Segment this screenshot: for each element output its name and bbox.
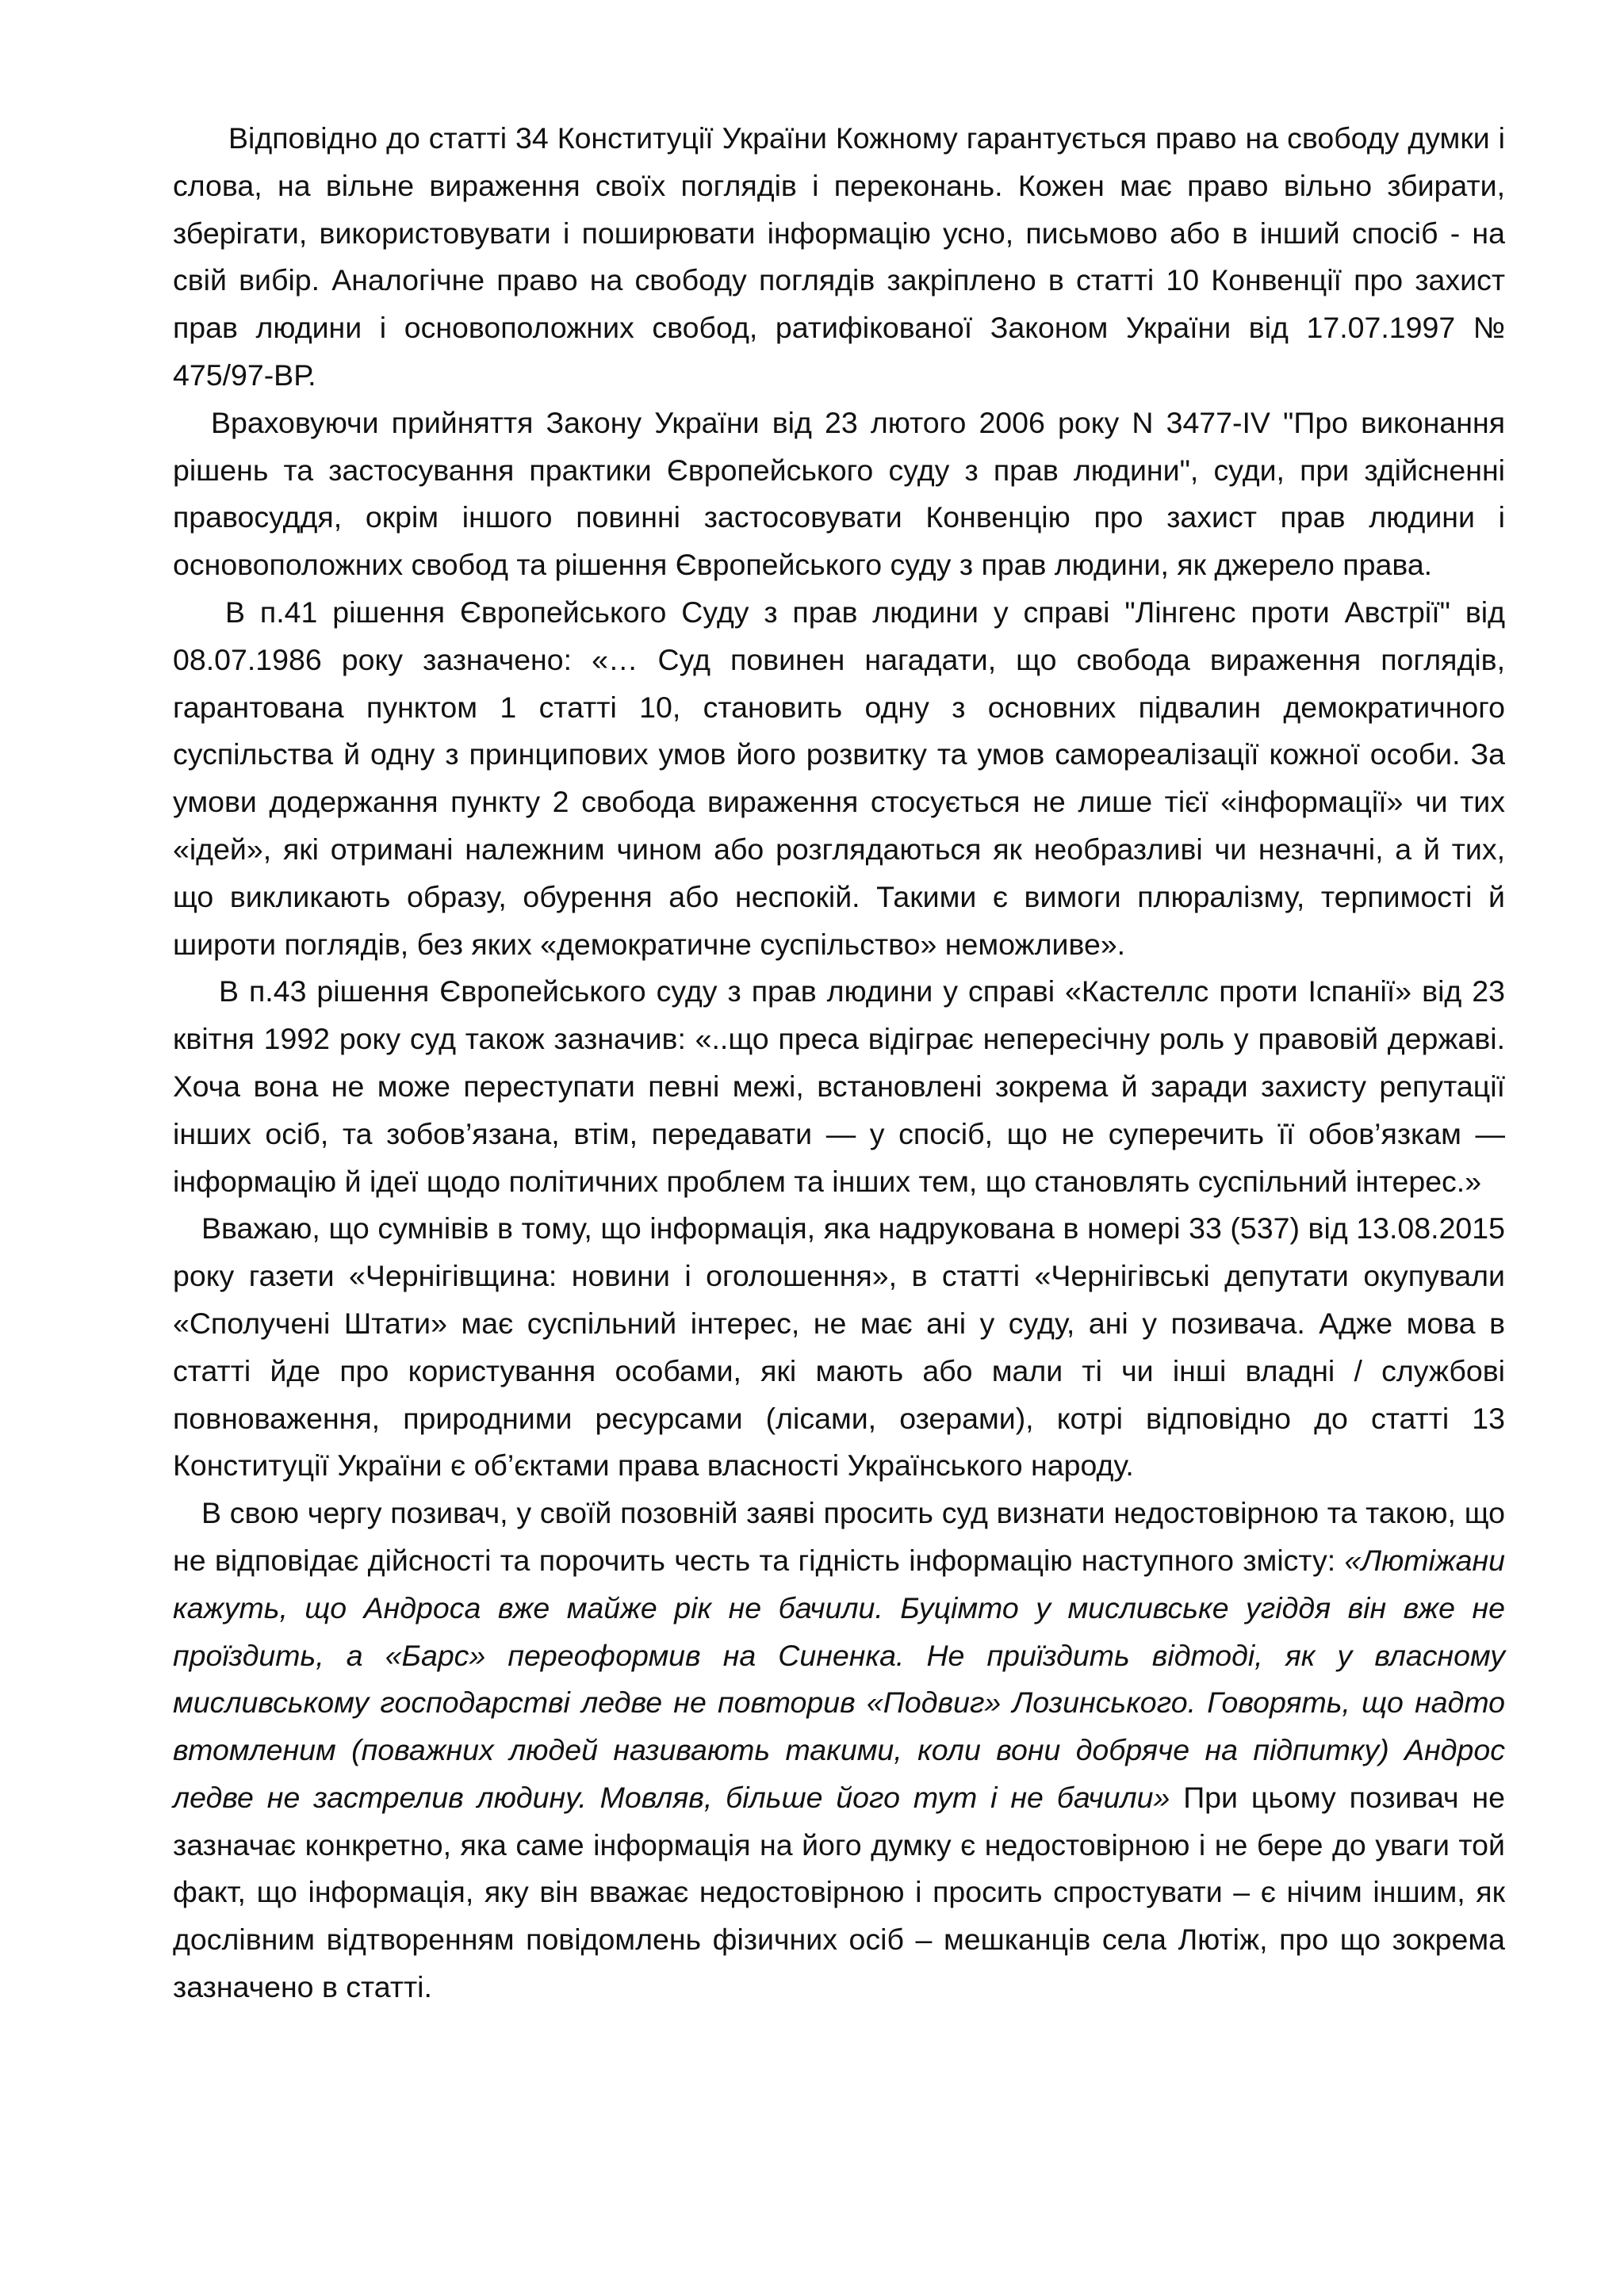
paragraph-law-3477: Враховуючи прийняття Закону України від 23 лютого 2006 року N 3477-IV "Про виконання рішень та застосування практики Європейського суду з прав людини", суди, при здійсненні правосуддя, окрім іншого повинні застосовувати Конвенцію про захист прав людини і основоположних свобод та рішення Європейського суду з прав людини, як джерело права. [173, 405, 1505, 582]
disputed-quote: «Лютіжани кажуть, що Андроса вже майже рік не бачили. Буцімто у мисливське угіддя він вже не проїздить, а «Барс» переоформив на Синенка. Не приїздить відтоді, як у власному мисливському господарстві ледве не повторив «Подвиг» Лозинського. Говорять, що надто втомленим (поважних людей називають такими, коли вони добряче на підпитку) Андрос ледве не застрелив людину. Мовляв, більше його тут і не бачили» [173, 1543, 1505, 1814]
paragraph-public-interest: Вважаю, що сумнівів в тому, що інформація, яка надрукована в номері 33 (537) від 13.08.2015 року газети «Чернігівщина: новини і оголошення», в статті «Чернігівські депутати окупували «Сполучені Штати» має суспільний інтерес, не має ані у суду, ані у позивача. Адже мова в статті йде про користування особами, які мають або мали ті чи інші владні / службові повноваження, природними ресурсами (лісами, озерами), котрі відповідно до статті 13 Конституції України є об’єктами права власності Українського народу. [173, 1211, 1505, 1483]
paragraph-castells-case: В п.43 рішення Європейського суду з прав людини у справі «Кастеллс проти Іспанії» від 23 квітня 1992 року суд також зазначив: «..що преса відіграє непересічну роль у правовій державі. Хоча вона не може переступати певні межі, встановлені зокрема й заради захисту репутації інших осіб, та зобов’язана, втім, передавати — у спосіб, що не суперечить її обов’язкам — інформацію й ідеї щодо політичних проблем та інших тем, що становлять суспільний інтерес.» [173, 974, 1505, 1198]
claim-outro-text: При цьому позивач не зазначає конкретно, яка саме інформація на його думку є недостовірною і не бере до уваги той факт, що інформація, яку він вважає недостовірною і просить спростувати – є нічим іншим, як дослівним відтворенням повідомлень фізичних осіб – мешканців села Лютіж, про що зокрема зазначено в статті. [173, 1780, 1505, 2004]
paragraph-plaintiff-claim [173, 1490, 1505, 2011]
paragraph-constitution-article-34: Відповідно до статті 34 Конституції України Кожному гарантується право на свободу думки і слова, на вільне вираження своїх поглядів і переконань. Кожен має право вільно збирати, зберігати, використовувати і поширювати інформацію усно, письмово або в інший спосіб - на свій вибір. Аналогічне право на свободу поглядів закріплено в статті 10 Конвенції про захист прав людини і основоположних свобод, ратифікованої Законом України від 17.07.1997 № 475/97-ВР. [173, 121, 1505, 392]
paragraph-lingens-case: В п.41 рішення Європейського Суду з прав людини у справі "Лінгенс проти Австрії" від 08.07.1986 року зазначено: «… Суд повинен нагадати, що свобода вираження поглядів, гарантована пунктом 1 статті 10, становить одну з основних підвалин демократичного суспільства й одну з принципових умов його розвитку та умов самореалізації кожної особи. За умови додержання пункту 2 свобода вираження стосується не лише тієї «інформації» чи тих «ідей», які отримані належним чином або розглядаються як необразливі чи незначні, а й тих, що викликають образу, обурення або неспокій. Такими є вимоги плюралізму, терпимості й широти поглядів, без яких «демократичне суспільство» неможливе». [173, 595, 1505, 961]
claim-intro-text: В свою чергу позивач, у своїй позовній заяві просить суд визнати недостовірною та такою, що не відповідає дійсності та порочить честь та гідність інформацію наступного змісту: [173, 1496, 1505, 1577]
